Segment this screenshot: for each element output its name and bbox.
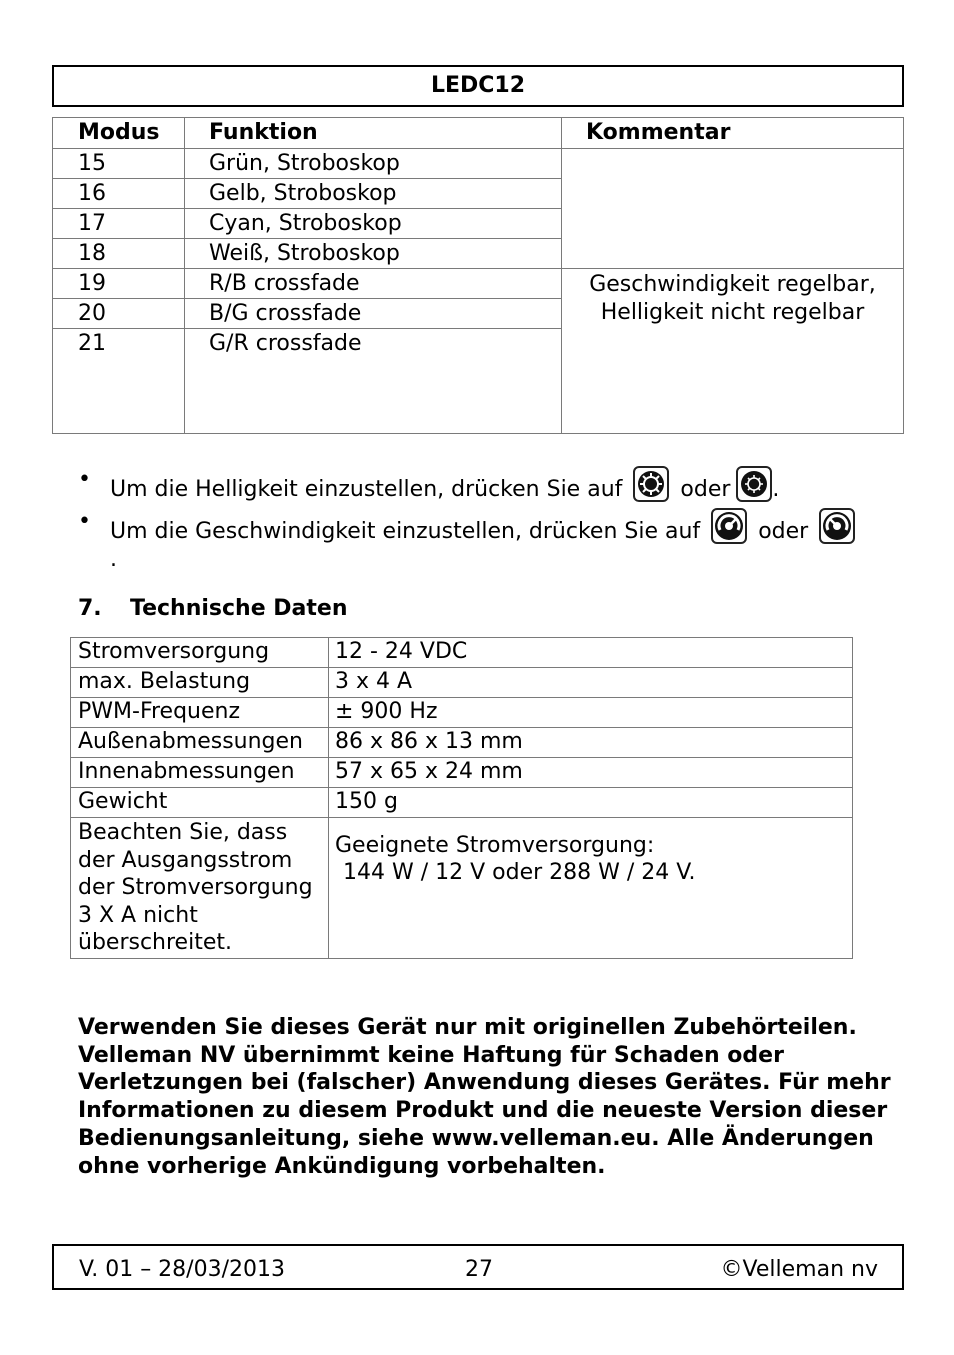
table-row — [53, 269, 904, 299]
bullet-dot: • — [78, 467, 91, 492]
spec-note-value — [329, 818, 853, 959]
spec-note-line-1: Geeignete Stromversorgung: — [335, 832, 655, 858]
instruction-text: Um die Geschwindigkeit einzustellen, drücken Sie auf — [110, 519, 701, 544]
table-row — [71, 788, 853, 818]
footer-page-number: 27 — [465, 1257, 493, 1282]
mode-comment-crossfade: Geschwindigkeit regelbar, Helligkeit nicht regelbar — [562, 269, 904, 434]
speed-up-icon — [711, 508, 747, 544]
column-header-comment: Kommentar — [562, 118, 904, 149]
table-row — [71, 818, 853, 959]
mode-number: 16 — [53, 179, 185, 209]
table-row — [71, 728, 853, 758]
mode-function: G/R crossfade — [185, 329, 562, 434]
mode-number: 19 — [53, 269, 185, 299]
spec-value: 86 x 86 x 13 mm — [329, 728, 853, 758]
mode-number: 15 — [53, 149, 185, 179]
spec-value: 57 x 65 x 24 mm — [329, 758, 853, 788]
speed-down-icon — [819, 508, 855, 544]
spec-value: 3 x 4 A — [329, 668, 853, 698]
spec-note-label: Beachten Sie, dass der Ausgangsstrom der Stromversorgung 3 X A nicht überschreitet. — [71, 818, 329, 959]
disclaimer-notice: Verwenden Sie dieses Gerät nur mit originellen Zubehörteilen. Velleman NV übernimmt keine Haftung für Schaden oder Verletzungen bei (falscher) Anwendung dieses Gerätes. Für mehr Informationen zu diesem Produkt und die neueste Version dieser Bedienungsanleitung, siehe www.velleman.eu. Alle Änderungen ohne vorherige Ankündigung vorbehalten. — [78, 1015, 891, 1179]
column-header-function: Funktion — [185, 118, 562, 149]
section-title: Technische Daten — [130, 596, 348, 621]
spec-table — [70, 637, 853, 959]
instruction-text: Um die Helligkeit einzustellen, drücken Sie auf — [110, 477, 623, 502]
mode-table — [52, 117, 904, 434]
spec-label: Innenabmessungen — [71, 758, 329, 788]
mode-number: 17 — [53, 209, 185, 239]
spec-label: PWM-Frequenz — [71, 698, 329, 728]
footer-copyright: ©Velleman nv — [720, 1257, 878, 1282]
mode-function: Gelb, Stroboskop — [185, 179, 562, 209]
mode-number: 20 — [53, 299, 185, 329]
bullet-dot: • — [78, 509, 91, 534]
mode-function: Grün, Stroboskop — [185, 149, 562, 179]
brightness-down-icon — [736, 466, 772, 502]
mode-number: 18 — [53, 239, 185, 269]
spec-value: 150 g — [329, 788, 853, 818]
page-footer — [52, 1244, 904, 1290]
spec-value: ± 900 Hz — [329, 698, 853, 728]
spec-label: Gewicht — [71, 788, 329, 818]
spec-value: 12 - 24 VDC — [329, 638, 853, 668]
spec-label: max. Belastung — [71, 668, 329, 698]
instruction-end: . — [772, 477, 780, 502]
mode-function: B/G crossfade — [185, 299, 562, 329]
column-header-mode: Modus — [53, 118, 185, 149]
mode-comment-strobe — [562, 149, 904, 269]
mode-number: 21 — [53, 329, 185, 434]
mode-function: Cyan, Stroboskop — [185, 209, 562, 239]
table-row — [71, 698, 853, 728]
mode-table-header — [53, 118, 904, 149]
instruction-list — [78, 466, 898, 574]
table-row — [53, 149, 904, 179]
section-number: 7. — [78, 596, 102, 621]
table-row — [71, 758, 853, 788]
list-item — [78, 466, 898, 504]
instruction-connector: oder — [680, 477, 731, 502]
section-heading — [78, 595, 348, 623]
instruction-end: . — [110, 547, 117, 572]
list-item — [78, 508, 898, 574]
brightness-up-icon — [633, 466, 669, 502]
mode-function: R/B crossfade — [185, 269, 562, 299]
instruction-connector: oder — [758, 519, 809, 544]
footer-version: V. 01 – 28/03/2013 — [79, 1257, 285, 1282]
mode-function: Weiß, Stroboskop — [185, 239, 562, 269]
table-row — [71, 638, 853, 668]
page-header-model: LEDC12 — [52, 65, 904, 107]
spec-label: Außenabmessungen — [71, 728, 329, 758]
spec-note-line-2: 144 W / 12 V oder 288 W / 24 V. — [343, 860, 696, 886]
table-row — [71, 668, 853, 698]
spec-label: Stromversorgung — [71, 638, 329, 668]
